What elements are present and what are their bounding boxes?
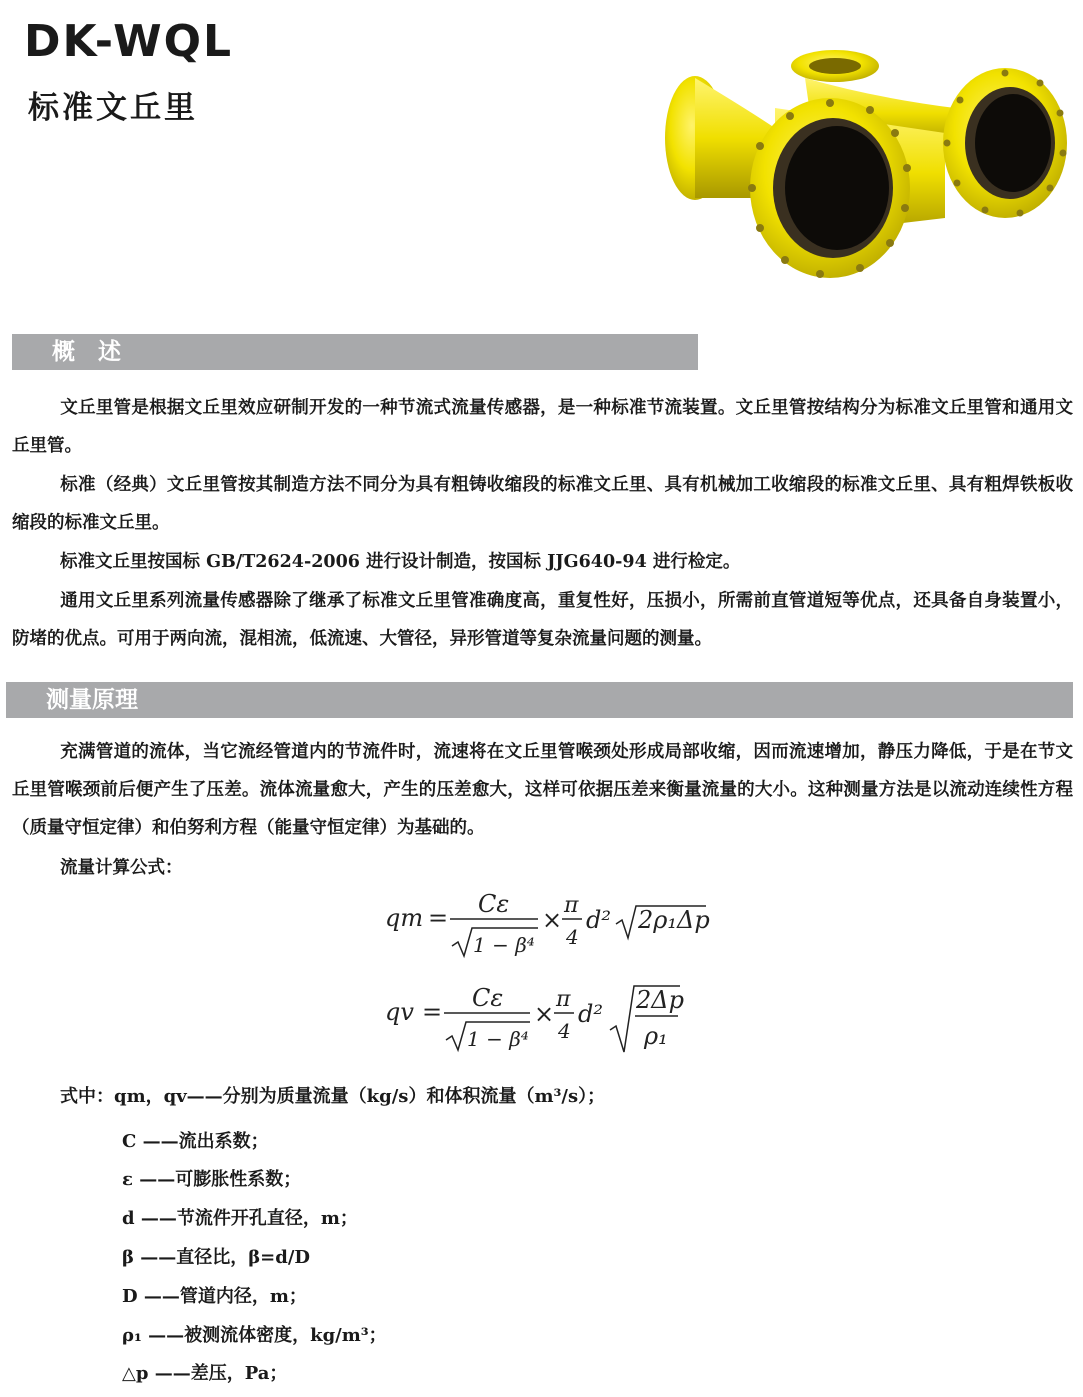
equals-sign: = — [428, 904, 449, 932]
section-header-principle — [6, 682, 1073, 718]
legend-item: △p ——差压，Pa； — [122, 1363, 288, 1384]
venturi-tube-photo — [655, 38, 1075, 288]
overview-paragraph-1: 文丘里管是根据文丘里效应研制开发的一种节流式流量传感器，是一种标准节流装置。文丘里管按结构分为标准文丘里管和通用文丘里管。 — [12, 398, 1073, 456]
d-squared: d² — [586, 906, 611, 934]
qm-symbol: qm — [385, 904, 424, 932]
formula-qm — [380, 888, 710, 968]
svg-text:π: π — [556, 987, 571, 1012]
legend-item: d ——节流件开孔直径，m； — [122, 1208, 358, 1229]
section-title-principle: 测量原理 — [46, 687, 138, 713]
overview-paragraph-4: 通用文丘里系列流量传感器除了继承了标准文丘里管准确度高，重复性好，压损小，所需前直管道短等优点，还具备自身装置小，防堵的优点。可用于两向流，混相流，低流速、大管径，异形管道等复杂流量问题的测量。 — [12, 591, 1073, 649]
qv-rad-denominator: ρ₁ — [644, 1022, 668, 1050]
overview-paragraph-3: 标准文丘里按国标 GB/T2624-2006 进行设计制造，按国标 JJG640-94 进行检定。 — [60, 552, 741, 572]
numerator: Cε — [478, 890, 510, 918]
svg-text:×: × — [534, 1000, 555, 1028]
section-header-overview — [12, 334, 698, 370]
formula-label: 流量计算公式： — [60, 858, 183, 878]
product-subtitle: 标准文丘里 — [28, 90, 198, 126]
equals-sign: = — [422, 998, 443, 1026]
times-sign: × — [542, 906, 563, 934]
legend-item: D ——管道内径，m； — [122, 1286, 307, 1307]
qm-radicand: 2ρ₁Δp — [638, 906, 710, 934]
legend-item: ρ₁ ——被测流体密度，kg/m³； — [122, 1325, 387, 1346]
four: 4 — [566, 925, 579, 949]
qv-rad-numerator: 2Δp — [636, 986, 684, 1014]
section-title-overview: 概 述 — [52, 339, 121, 365]
qv-symbol: qv — [385, 998, 414, 1026]
legend-item: C ——流出系数； — [122, 1131, 269, 1152]
right-flange — [943, 68, 1067, 218]
svg-text:4: 4 — [558, 1019, 571, 1043]
svg-text:1 − β⁴: 1 − β⁴ — [467, 1027, 529, 1051]
principle-paragraph: 充满管道的流体，当它流经管道内的节流件时，流速将在文丘里管喉颈处形成局部收缩，因而流速增加，静压力降低，于是在节文丘里管喉颈前后便产生了压差。流体流量愈大，产生的压差愈大，这样可依据压差来衡量流量的大小。这种测量方法是以流动连续性方程（质量守恒定律）和伯努利方程（能量守恒定律）为基础的。 — [12, 742, 1073, 838]
formula-qv — [380, 980, 710, 1060]
svg-text:d²: d² — [578, 1000, 603, 1028]
svg-text:Cε: Cε — [472, 984, 504, 1012]
legend-intro: 式中：qm，qv——分别为质量流量（kg/s）和体积流量（m³/s）； — [60, 1086, 606, 1107]
model-code: DK-WQL — [24, 16, 234, 67]
denominator: 1 − β⁴ — [473, 933, 535, 957]
legend-item: β ——直径比，β=d/D — [122, 1247, 311, 1268]
overview-paragraph-2: 标准（经典）文丘里管按其制造方法不同分为具有粗铸收缩段的标准文丘里、具有机械加工收缩段的标准文丘里、具有粗焊铁板收缩段的标准文丘里。 — [12, 475, 1073, 533]
legend-item: ε ——可膨胀性系数； — [122, 1169, 302, 1190]
pi-symbol: π — [564, 893, 579, 918]
